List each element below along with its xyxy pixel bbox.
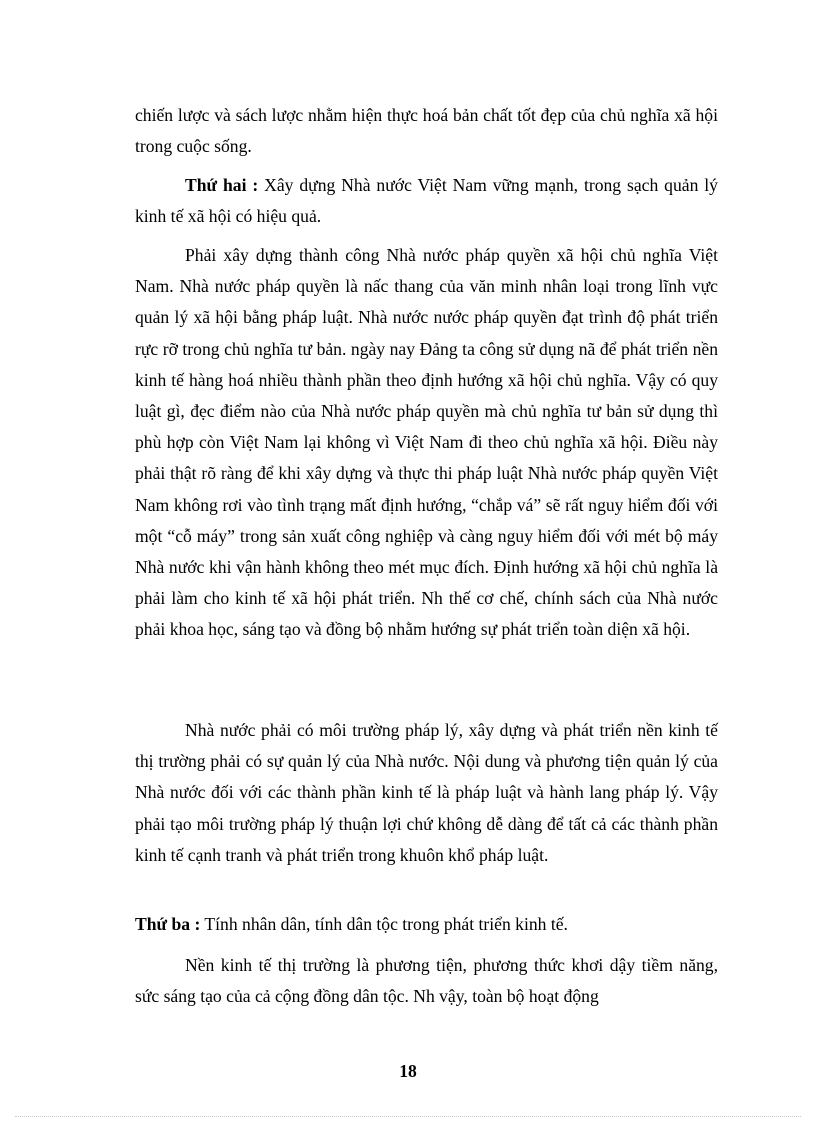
paragraph-nha-nuoc-phap-quyen (135, 240, 718, 646)
paragraph-kinh-te-thi-truong (135, 950, 718, 1012)
paragraph-thu-hai (135, 170, 718, 232)
paragraph-text: Xây dựng Nhà nước Việt Nam vững mạnh, trong sạch quản lý kinh tế xã hội có hiệu quả. (135, 175, 718, 227)
paragraph-text: Nhà nước phải có môi trường pháp lý, xây dựng và phát triển nền kinh tế thị trường phải có sự quản lý của Nhà nước. Nội dung và phương tiện quản lý của Nhà nước đối với các thành phần kinh tế là pháp luật và hành lang pháp lý. Vậy phải tạo môi trường pháp lý thuận lợi chứ không dễ dàng để tất cả các thành phần kinh tế cạnh tranh và phát triển trong khuôn khổ pháp luật. (135, 720, 718, 865)
section-lead-thu-ba: Thứ ba : (135, 914, 201, 934)
paragraph-text: Tính nhân dân, tính dân tộc trong phát triển kinh tế. (200, 914, 568, 934)
paragraph-moi-truong-phap-ly (135, 715, 718, 871)
paragraph-text: chiến lược và sách lược nhằm hiện thực hoá bản chất tốt đẹp của chủ nghĩa xã hội trong cuộc sống. (135, 105, 718, 157)
paragraph-text: Nền kinh tế thị trường là phương tiện, phương thức khơi dậy tiềm năng, sức sáng tạo của cả cộng đồng dân tộc. Nh vậy, toàn bộ hoạt động (135, 955, 718, 1007)
paragraph-thu-ba (135, 909, 718, 940)
paragraph-text: Phải xây dựng thành công Nhà nước pháp quyền xã hội chủ nghĩa Việt Nam. Nhà nước pháp quyền là nấc thang của văn minh nhân loại trong lĩnh vực quản lý xã hội bằng pháp luật. Nhà nước nước pháp quyền đạt trình độ phát triển rực rỡ trong chủ nghĩa tư bản. ngày nay Đảng ta công sử dụng nã để phát triển nền kinh tế hàng hoá nhiều thành phần theo định hướng xã hội chủ nghĩa. Vậy có quy luật gì, đẹc điểm nào của Nhà nước pháp quyền mà chủ nghĩa tư bản sử dụng thì phù hợp còn Việt Nam lại không vì Việt Nam đi theo chủ nghĩa xã hội. Điều này phải thật rõ ràng để khi xây dựng và thực thi pháp luật Nhà nước pháp quyền Việt Nam không rơi vào tình trạng mất định hướng, “chắp vá” sẽ rất nguy hiểm đối với một “cỗ máy” trong sản xuất công nghiệp và càng nguy hiểm đối với mét bộ máy Nhà nước khi vận hành không theo mét mục đích. Định hướng xã hội chủ nghĩa là phải làm cho kinh tế xã hội phát triển. Nh thế cơ chế, chính sách của Nhà nước phải khoa học, sáng tạo và đồng bộ nhằm hướng sự phát triển toàn diện xã hội. (135, 245, 718, 640)
page-bottom-divider (15, 1116, 801, 1117)
section-lead-thu-hai: Thứ hai : (185, 175, 259, 195)
page-number: 18 (399, 1061, 417, 1081)
paragraph-continuation (135, 100, 718, 162)
